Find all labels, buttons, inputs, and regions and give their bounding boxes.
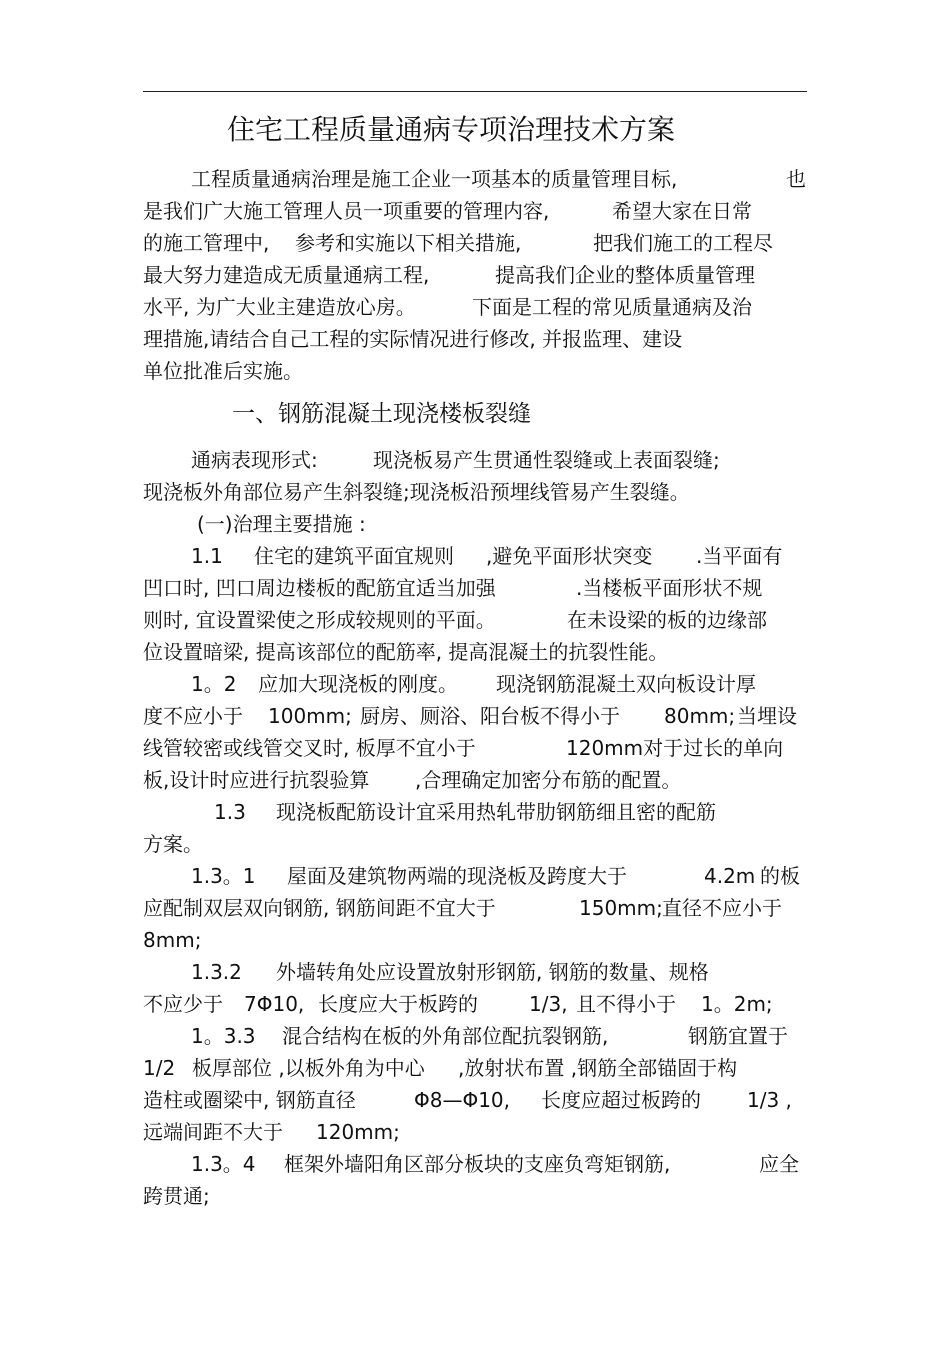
- item-text: 框架外墙阳角区部分板块的支座负弯矩钢筋,: [284, 1152, 671, 1176]
- header-rule: [143, 91, 807, 92]
- item-text: 80mm;: [664, 704, 736, 728]
- item-text: 应全: [759, 1152, 799, 1176]
- item-text: 100mm;: [268, 704, 352, 728]
- item-number: 1.3.2: [191, 960, 242, 984]
- intro-text: 希望大家在日常: [612, 199, 752, 223]
- item-text: 现浇板配筋设计宜采用热轧带肋钢筋细且密的配筋: [276, 800, 716, 824]
- intro-text: 最大努力建造成无质量通病工程,: [143, 263, 430, 287]
- item-text: .当楼板平面形状不规: [576, 576, 763, 600]
- item-text: 8mm;: [143, 928, 202, 952]
- item-text: 度不应小于: [143, 704, 243, 728]
- symptom-text: 现浇板外角部位易产生斜裂缝;现浇板沿预埋线管易产生裂缝。: [143, 480, 690, 504]
- item-text: 厨房、厕浴、阳台板不得小于: [360, 704, 620, 728]
- item-number: 1.3。4: [191, 1152, 256, 1176]
- item-text: 位设置暗梁, 提高该部位的配筋率, 提高混凝土的抗裂性能。: [143, 640, 669, 664]
- intro-text: 工程质量通病治理是施工企业一项基本的质量管理目标,: [191, 167, 678, 191]
- item-text: 屋面及建筑物两端的现浇板及跨度大于: [287, 864, 627, 888]
- item-text: 长度应大于板跨的: [318, 992, 478, 1016]
- item-text: 外墙转角处应设置放射形钢筋, 钢筋的数量、规格: [276, 960, 709, 984]
- item-text: 线管较密或线管交叉时, 板厚不宜小于: [143, 736, 476, 760]
- item-number: 1.3: [214, 800, 246, 824]
- item-text: Φ8—Φ10,: [414, 1088, 511, 1112]
- item-text: 混合结构在板的外角部位配抗裂钢筋,: [282, 1024, 609, 1048]
- item-number: 1。3.3: [191, 1024, 256, 1048]
- item-text: 板厚部位 ,以板外角为中心: [192, 1056, 425, 1080]
- item-text: ,避免平面形状突变: [486, 544, 653, 568]
- symptom-text: 现浇板易产生贯通性裂缝或上表面裂缝;: [373, 448, 720, 472]
- item-text: 1。2m;: [701, 992, 773, 1016]
- item-text: 且不得小于: [576, 992, 676, 1016]
- item-text: 凹口时, 凹口周边楼板的配筋宜适当加强: [143, 576, 496, 600]
- item-text: ,合理确定加密分布筋的配置。: [415, 768, 682, 792]
- item-text: 的板: [760, 864, 800, 888]
- item-text: 造柱或圈梁中, 钢筋直径: [143, 1088, 356, 1112]
- intro-text: 把我们施工的工程尽: [593, 231, 773, 255]
- intro-text: 理措施,请结合自己工程的实际情况进行修改, 并报监理、建设: [143, 327, 683, 351]
- item-text: 不应少于: [143, 992, 223, 1016]
- item-text: 板,设计时应进行抗裂验算: [143, 768, 370, 792]
- intro-text: 提高我们企业的整体质量管理: [495, 263, 755, 287]
- intro-text: 也: [786, 167, 806, 191]
- item-text: 150mm;: [579, 896, 663, 920]
- item-text: 1/3 ,: [747, 1088, 792, 1112]
- item-text: 直径不应小于: [662, 896, 782, 920]
- item-text: 长度应超过板跨的: [541, 1088, 701, 1112]
- item-text: 应加大现浇板的刚度。: [258, 672, 458, 696]
- page-title: 住宅工程质量通病专项治理技术方案: [227, 113, 676, 146]
- item-text: 钢筋宜置于: [688, 1024, 788, 1048]
- item-number: 1。2: [191, 672, 237, 696]
- item-text: .当平面有: [696, 544, 783, 568]
- intro-text: 参考和实施以下相关措施,: [295, 231, 522, 255]
- intro-text: 单位批准后实施。: [143, 359, 303, 383]
- intro-text: 水平, 为广大业主建造放心房。: [143, 295, 416, 319]
- intro-text: 的施工管理中,: [143, 231, 270, 255]
- intro-text: 下面是工程的常见质量通病及治: [472, 295, 752, 319]
- item-number: 1.1: [191, 544, 223, 568]
- item-number: 1.3。1: [191, 864, 256, 888]
- item-text: 跨贯通;: [143, 1184, 210, 1208]
- item-text: 方案。: [143, 832, 203, 856]
- item-text: 120mm;: [316, 1120, 400, 1144]
- item-text: 120mm对于过长的单向: [566, 736, 784, 760]
- item-text: 当埋设: [737, 704, 797, 728]
- item-text: 应配制双层双向钢筋, 钢筋间距不宜大于: [143, 896, 496, 920]
- item-text: 远端间距不大于: [143, 1120, 283, 1144]
- item-text: 1/2: [143, 1056, 176, 1080]
- item-text: 住宅的建筑平面宜规则: [254, 544, 454, 568]
- item-text: 4.2m: [704, 864, 756, 888]
- intro-text: 是我们广大施工管理人员一项重要的管理内容,: [143, 199, 550, 223]
- item-text: 1/3,: [529, 992, 568, 1016]
- section-heading: 一、钢筋混凝土现浇楼板裂缝: [232, 401, 531, 427]
- symptom-label: 通病表现形式:: [191, 448, 318, 472]
- item-text: ,放射状布置 ,钢筋全部锚固于构: [458, 1056, 738, 1080]
- subheading: (一)治理主要措施 :: [197, 512, 366, 536]
- item-text: 在未设梁的板的边缘部: [567, 608, 767, 632]
- item-text: 现浇钢筋混凝土双向板设计厚: [496, 672, 756, 696]
- item-text: 7Φ10,: [244, 992, 305, 1016]
- item-text: 则时, 宜设置梁使之形成较规则的平面。: [143, 608, 496, 632]
